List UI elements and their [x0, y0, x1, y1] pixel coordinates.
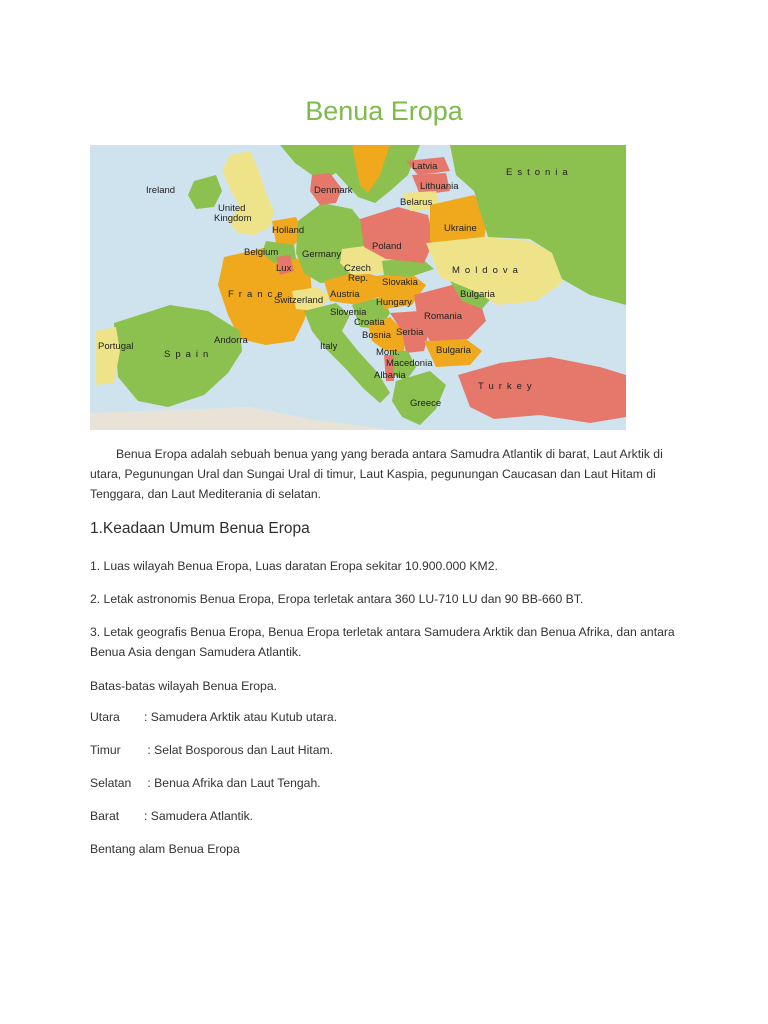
map-label-estonia: Latvia — [412, 161, 438, 172]
map-label-kingdom: Kingdom — [214, 213, 252, 224]
map-label-albania: Albania — [374, 370, 406, 381]
border-row-north — [90, 707, 337, 727]
map-label-greece: Greece — [410, 398, 442, 409]
map-label-poland: Poland — [372, 241, 402, 252]
border-dir: Utara — [90, 710, 120, 724]
border-value: : Benua Afrika dan Laut Tengah. — [144, 776, 321, 790]
map-label-mont: Mont. — [376, 347, 400, 358]
map-label-hungary: Hungary — [376, 297, 412, 308]
map-label-switzerland: Switzerland — [274, 295, 324, 306]
closing-line: Bentang alam Benua Eropa — [90, 842, 240, 856]
map-label-serbia: Serbia — [396, 327, 424, 338]
border-row-south — [90, 773, 321, 793]
border-value: : Samudera Arktik atau Kutub utara. — [144, 710, 338, 724]
border-dir: Barat — [90, 809, 120, 823]
map-label-croatia: Croatia — [354, 317, 385, 328]
map-label-russia: Estonia — [506, 167, 573, 178]
point-1: 1. Luas wilayah Benua Eropa, Luas daratan Eropa sekitar 10.900.000 KM2. — [90, 559, 498, 573]
map-label-portugal: Portugal — [98, 341, 134, 352]
border-dir: Selatan — [90, 776, 132, 790]
map-label-lux: Lux — [276, 263, 292, 274]
map-label-bulgaria-name: Bulgaria — [436, 345, 471, 356]
map-label-italy: Italy — [320, 341, 338, 352]
page-title: Benua Eropa — [305, 96, 463, 126]
border-row-west — [90, 806, 253, 826]
map-label-macedonia: Macedonia — [386, 358, 433, 369]
map-label-france: France — [228, 289, 288, 300]
map-label-denmark: Denmark — [314, 185, 353, 196]
border-dir: Timur — [90, 743, 121, 757]
map-label-ukraine: Moldova — [452, 265, 523, 276]
map-label-united: United — [218, 203, 246, 214]
map-label-slovakia: Slovakia — [382, 277, 418, 288]
map-label-lithuania: Belarus — [400, 197, 433, 208]
map-label-turkey: Turkey — [478, 381, 537, 392]
europe-map-graphic — [90, 145, 626, 430]
europe-map — [90, 145, 626, 430]
map-label-belarus: Ukraine — [444, 223, 477, 234]
border-value: : Selat Bosporous dan Laut Hitam. — [144, 743, 334, 757]
map-label-romania: Romania — [424, 311, 463, 322]
map-label-holland: Holland — [272, 225, 305, 236]
map-label-latvia: Lithuania — [420, 181, 459, 192]
map-label-rep: Rep. — [348, 273, 369, 284]
point-2: 2. Letak astronomis Benua Eropa, Eropa terletak antara 360 LU-710 LU dan 90 BB-660 BT. — [90, 592, 584, 606]
map-label-andorra: Andorra — [214, 335, 248, 346]
section-heading: 1.Keadaan Umum Benua Eropa — [90, 520, 310, 537]
map-label-moldova: Bulgaria — [460, 289, 495, 300]
map-label-austria: Austria — [330, 289, 360, 300]
intro-paragraph: Benua Eropa adalah sebuah benua yang yang berada antara Samudra Atlantik di barat, Laut Arktik di utara, Pegunungan Ural dan Sungai Ural di timur, Laut Kaspia, pegunungan Caucasan dan Laut Hitam di Tenggara, dan Laut Mediterania di selatan. — [90, 447, 663, 501]
map-label-slovenia: Slovenia — [330, 307, 367, 318]
point-3: 3. Letak geografis Benua Eropa, Benua Eropa terletak antara Samudera Arktik dan Benua Afrika, dan antara Benua Asia dengan Samudera Atlantik. — [90, 625, 675, 659]
map-label-bosnia: Bosnia — [362, 330, 392, 341]
map-label-czech: Czech — [344, 263, 371, 274]
map-label-ireland: Ireland — [146, 185, 176, 196]
border-row-east — [90, 740, 333, 760]
borders-title: Batas-batas wilayah Benua Eropa. — [90, 679, 277, 693]
map-label-germany: Germany — [302, 249, 342, 260]
border-value: : Samudera Atlantik. — [144, 809, 254, 823]
map-label-spain: Spain — [164, 349, 214, 360]
map-label-belgium: Belgium — [244, 247, 279, 258]
